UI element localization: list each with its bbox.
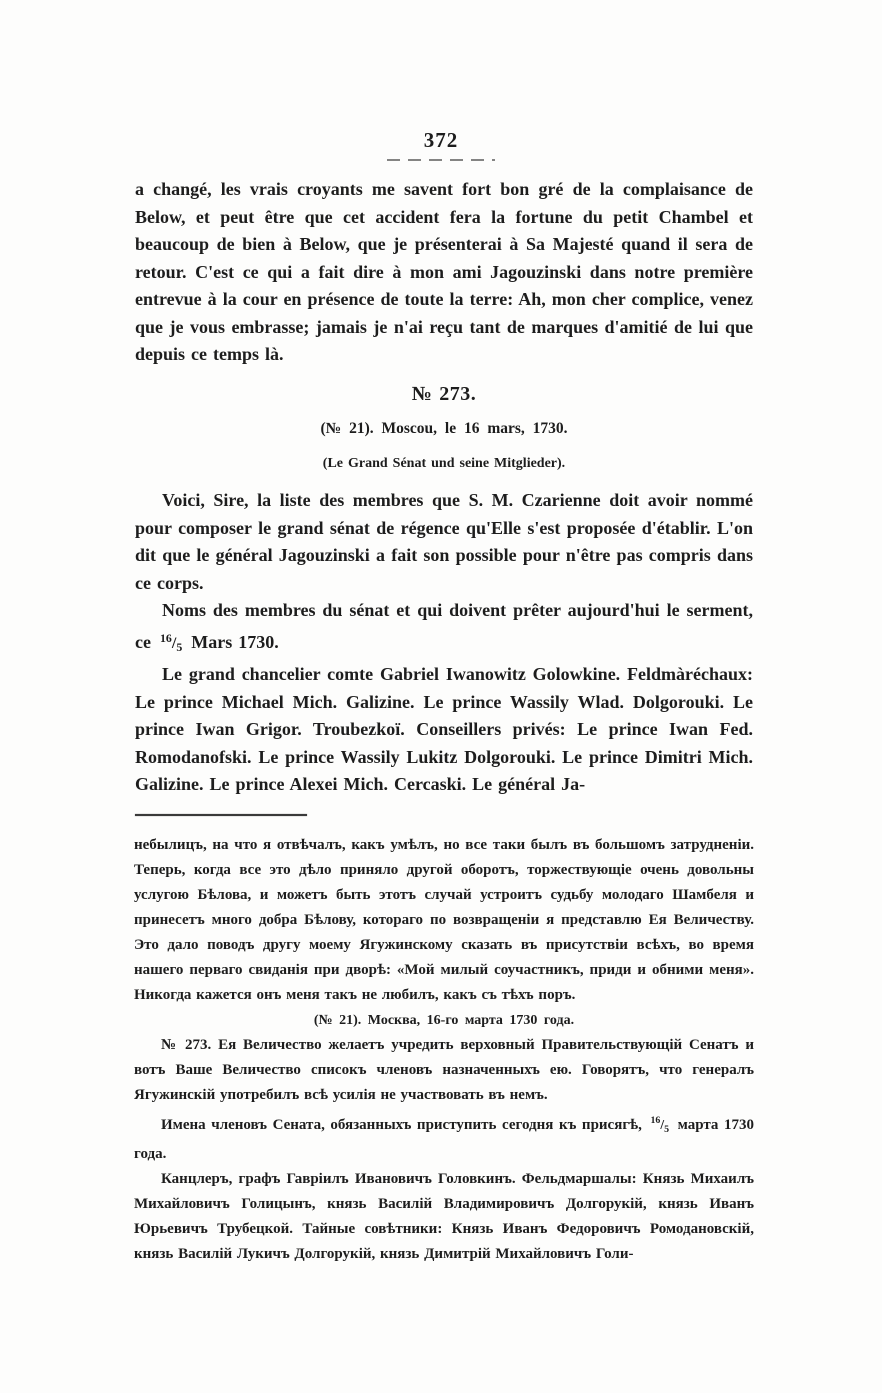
footnote-date-fraction: [650, 1114, 670, 1135]
document-number-heading: № 273.: [411, 382, 477, 405]
footnote-section: [0, 833, 882, 1267]
footnote-paragraph-imena: [134, 1108, 754, 1167]
continuation-paragraph: a changé, les vrais croyants me savent fort bon gré de la complaisance de Below, et peut être que cet accident fera la fortune du petit Chambel et beaucoup de bien à Below, que je présenterai à Sa Majesté quand il sera de retour. C'est ce qui a fait dire à mon ami Jagouzinski dans notre première entrevue à la cour en présence de toute la terre: Ah, mon cher complice, venez que je vous embrasse; jamais je n'ai reçu tant de marques d'amitié de lui que depuis ce temps là.: [135, 179, 753, 364]
fraction-numerator: 16: [159, 630, 172, 645]
paragraph-noms: [135, 597, 753, 661]
fraction-denominator: 5: [176, 639, 183, 654]
page-number: 372: [423, 128, 459, 152]
fraction-slash: /: [171, 633, 177, 652]
dateline-russian: (№ 21). Москва, 16-го марта 1730 года.: [313, 1012, 575, 1028]
footnote-fraction-numerator: 16: [650, 1114, 661, 1126]
paragraph-voici: Voici, Sire, la liste des membres que S. M. Czarienne doit avoir nommé pour composer le grand sénat de régence qu'Elle s'est proposée d'établir. L'on dit que le général Jagouzinski a fait son possible pour n'être pas compris dans ce corps.: [135, 490, 753, 593]
footnote-fraction-denominator: 5: [664, 1123, 670, 1135]
subject-line: (Le Grand Sénat und seine Mitglieder).: [322, 455, 566, 471]
footnote-imena-text-end: марта 1730 года.: [134, 1116, 755, 1162]
footnote-paragraph-kanzler: Канцлеръ, графъ Гавріилъ Ивановичъ Головкинъ. Фельдмаршалы: Князь Михаилъ Михайловичъ Голицынъ, князь Василій Владимировичъ Долгорукій, князь Иванъ Юрьевичъ Трубецкой. Тайные совѣтники: Князь Иванъ Федоровичъ Ромодановскій, князь Василій Лукичъ Долгорукій, князь Димитрій Михайловичъ Голи-: [134, 1170, 754, 1262]
footnote-fraction-slash: /: [660, 1116, 665, 1132]
paragraph-noms-text: Noms des membres du sénat et qui doivent prêter aujourd'hui le serment, ce: [135, 600, 753, 652]
page-header: [0, 0, 882, 161]
footnote-imena-text: Имена членовъ Сената, обязанныхъ приступить сегодня къ присягѣ,: [161, 1116, 642, 1133]
footnote-separator: [135, 814, 307, 816]
paragraph-members: Le grand chancelier comte Gabriel Iwanowitz Golowkine. Feldmàréchaux: Le prince Michael Mich. Galizine. Le prince Wassily Wlad. Dolgorouki. Le prince Iwan Grigor. Troubezkoï. Conseillers privés: Le prince Iwan Fed. Romodanofski. Le prince Wassily Lukitz Dolgorouki. Le prince Dimitri Mich. Galizine. Le prince Alexei Mich. Cercaski. Le général Ja-: [135, 664, 753, 794]
paragraph-noms-text-end: Mars 1730.: [191, 631, 279, 652]
date-fraction: [160, 632, 182, 652]
page-number-rule: [387, 159, 495, 161]
letter-body: [0, 161, 882, 799]
footnote-continuation-paragraph: небылицъ, на что я отвѣчалъ, какъ умѣлъ, но все таки былъ въ большомъ затрудненіи. Теперь, когда все это дѣло приняло другой оборотъ, торжествующіе очень довольны услугою Бѣлова, и можетъ быть этотъ случай устроитъ судьбу молодаго Шамбеля и принесетъ много добра Бѣлову, котораго по возвращеніи я представлю Ея Величеству. Это дало поводъ другу моему Ягужинскому сказать въ присутствіи всѣхъ, во время нашего перваго свиданія при дворѣ: «Мой милый соучастникъ, приди и обними меня». Никогда кажется онъ меня такъ не любилъ, какъ съ тѣхъ поръ.: [134, 836, 754, 1003]
footnote-paragraph-273: № 273. Ея Величество желаетъ учредить верховный Правительствующій Сенатъ и вотъ Ваше Величество списокъ членовъ назначенныхъ ею. Говорятъ, что генералъ Ягужинскій употребилъ всѣ усилія не участвовать въ немъ.: [134, 1036, 754, 1103]
dateline-french: (№ 21). Moscou, le 16 mars, 1730.: [320, 420, 568, 437]
